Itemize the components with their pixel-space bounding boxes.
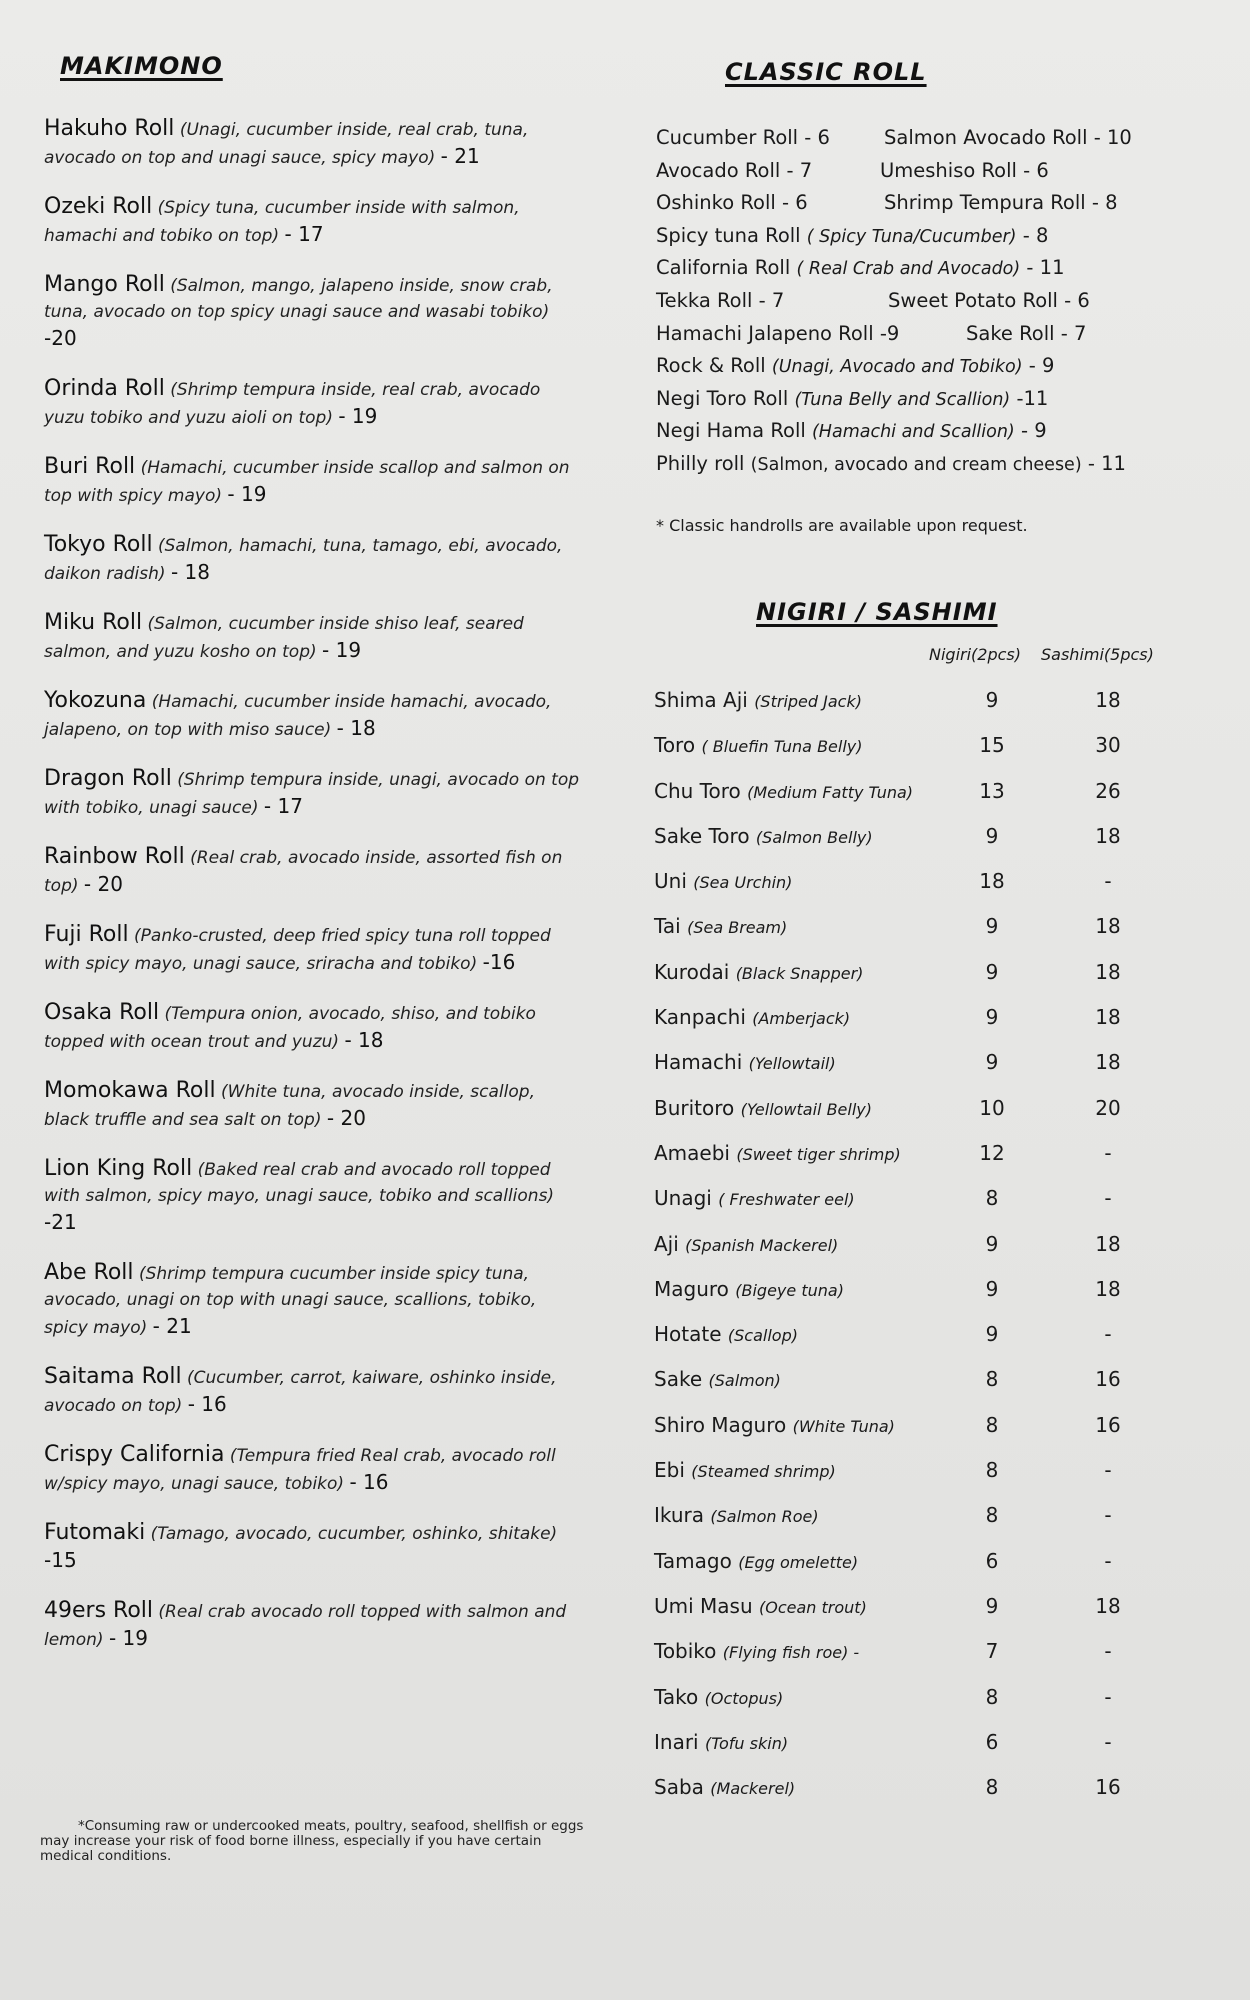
nigiri-row: [654, 869, 1174, 914]
nigiri-row: [654, 1277, 1174, 1322]
makimono-item: [44, 844, 584, 899]
nigiri-row: [654, 824, 1174, 869]
nigiri-row: [654, 1685, 1174, 1730]
classic-roll-row: [656, 256, 1176, 289]
fish-description: (Mackerel): [710, 1779, 796, 1799]
fish-description: (Striped Jack): [754, 692, 862, 711]
classic-roll-price: - 9: [1022, 354, 1055, 378]
roll-description: (Salmon, mango, jalapeno inside, snow crab, tuna, avocado on top spicy unagi sauce and wasabi tobiko): [44, 276, 553, 322]
roll-price: - 18: [170, 560, 210, 584]
fish-name: Buritoro: [654, 1095, 735, 1120]
fish-name: Shima Aji: [654, 688, 748, 712]
classic-roll-description: ( Real Crab and Avocado): [796, 259, 1021, 280]
sashimi-price: -: [1104, 1729, 1112, 1754]
nigiri-row: [654, 1367, 1174, 1412]
roll-description: (Shrimp tempura cucumber inside spicy tuna, avocado, unagi on top with unagi sauce, scallions, tobiko, spicy mayo): [44, 1264, 537, 1338]
roll-name: Fuji Roll: [44, 922, 129, 947]
nigiri-row: [654, 914, 1174, 959]
fish-name: Sake: [654, 1367, 703, 1392]
fish-name: Unagi: [654, 1186, 712, 1211]
nigiri-price: 9: [985, 823, 999, 848]
roll-price: - 16: [349, 1470, 389, 1494]
nigiri-price: 9: [985, 1231, 999, 1256]
sashimi-price: 18: [1095, 959, 1121, 984]
fish-name: Ikura: [654, 1503, 705, 1528]
roll-description: (Hamachi, cucumber inside scallop and salmon on top with spicy mayo): [44, 458, 570, 506]
nigiri-row: [654, 1322, 1174, 1367]
roll-name: Buri Roll: [44, 454, 136, 479]
classic-roll-row: [656, 159, 1176, 192]
classic-roll-description: (Tuna Belly and Scallion): [794, 389, 1011, 410]
roll-name: Dragon Roll: [44, 766, 172, 791]
sashimi-price: 18: [1095, 1050, 1121, 1075]
makimono-item: [44, 1520, 584, 1575]
fish-name: Sake Toro: [654, 823, 750, 848]
nigiri-price: 15: [979, 733, 1005, 758]
makimono-item: [44, 376, 584, 431]
classic-roll-row: [656, 354, 1176, 387]
roll-description: (Unagi, cucumber inside, real crab, tuna, avocado on top and unagi sauce, spicy mayo): [44, 120, 529, 168]
fish-name: Ebi: [654, 1458, 685, 1483]
nigiri-price: 9: [985, 1593, 999, 1618]
roll-description: (Baked real crab and avocado roll topped with salmon, spicy mayo, unagi sauce, tobiko and scallions): [44, 1160, 555, 1206]
nigiri-price: 9: [985, 959, 999, 984]
fish-description: (Sea Urchin): [693, 873, 793, 893]
fish-description: (Yellowtail Belly): [740, 1099, 872, 1119]
fish-description: (White Tuna): [792, 1416, 895, 1436]
nigiri-price: 8: [985, 1684, 999, 1709]
roll-price: - 20: [326, 1106, 366, 1130]
sashimi-price: 18: [1095, 1276, 1121, 1301]
classic-roll-item: Sweet Potato Roll - 6: [888, 288, 1090, 312]
roll-name: Futomaki: [44, 1520, 146, 1545]
classic-handroll-note: * Classic handrolls are available upon request.: [656, 516, 1028, 535]
nigiri-row: [654, 779, 1174, 824]
nigiri-price: 8: [985, 1458, 999, 1483]
roll-name: Abe Roll: [44, 1260, 134, 1285]
fish-description: (Salmon): [708, 1371, 781, 1391]
roll-name: Momokawa Roll: [44, 1078, 216, 1103]
nigiri-price: 9: [985, 1322, 999, 1347]
classic-roll-item: Salmon Avocado Roll - 10: [884, 126, 1132, 149]
classic-roll-item: Shrimp Tempura Roll - 8: [884, 191, 1118, 215]
classic-roll-name: Negi Toro Roll: [656, 386, 789, 410]
makimono-item: [44, 766, 584, 821]
fish-description: (Scallop): [727, 1326, 798, 1346]
roll-description: (Tempura onion, avocado, shiso, and tobiko topped with ocean trout and yuzu): [44, 1004, 536, 1052]
nigiri-column-header: Nigiri(2pcs): [929, 645, 1021, 664]
fish-name: Hotate: [654, 1322, 722, 1347]
roll-price: - 16: [187, 1392, 227, 1416]
roll-description: (Tamago, avocado, cucumber, oshinko, shitake): [150, 1524, 558, 1544]
classic-roll-item: Tekka Roll - 7: [656, 288, 785, 312]
nigiri-sashimi-heading: NIGIRI / SASHIMI: [756, 598, 998, 626]
makimono-item: [44, 610, 584, 665]
roll-name: Tokyo Roll: [44, 532, 153, 557]
classic-roll-description: ( Spicy Tuna/Cucumber): [806, 226, 1017, 247]
classic-roll-row: [656, 126, 1176, 159]
nigiri-price: 8: [985, 1367, 999, 1392]
sashimi-column-header: Sashimi(5pcs): [1041, 645, 1154, 664]
sashimi-price: -: [1104, 1639, 1112, 1664]
classic-roll-item: Oshinko Roll - 6: [656, 191, 808, 215]
roll-price: - 19: [108, 1626, 148, 1650]
roll-description: (Real crab, avocado inside, assorted fish on top): [44, 848, 563, 896]
sashimi-price: 18: [1095, 1231, 1121, 1256]
nigiri-row: [654, 960, 1174, 1005]
fish-name: Tako: [654, 1684, 699, 1709]
fish-name: Maguro: [654, 1276, 729, 1301]
sashimi-price: 18: [1095, 1005, 1121, 1030]
fish-description: (Medium Fatty Tuna): [747, 782, 914, 802]
sashimi-price: 26: [1095, 778, 1121, 803]
nigiri-row: [654, 1050, 1174, 1095]
nigiri-row: [654, 688, 1174, 733]
fish-name: Aji: [654, 1231, 679, 1256]
classic-roll-item: Avocado Roll - 7: [656, 158, 813, 182]
sashimi-price: -: [1104, 1458, 1112, 1483]
fish-description: (Amberjack): [752, 1009, 851, 1029]
nigiri-price: 18: [979, 869, 1005, 894]
nigiri-price: 7: [985, 1639, 999, 1664]
makimono-item: [44, 1260, 584, 1341]
classic-roll-description: (Hamachi and Scallion): [811, 422, 1015, 443]
roll-name: Rainbow Roll: [44, 844, 185, 869]
nigiri-row: [654, 733, 1174, 778]
fish-description: (Egg omelette): [738, 1552, 859, 1572]
sashimi-price: -: [1104, 1140, 1112, 1165]
classic-roll-name: California Roll: [656, 256, 791, 280]
fish-description: (Bigeye tuna): [735, 1280, 844, 1300]
nigiri-price: 9: [985, 1005, 999, 1030]
nigiri-row: [654, 1549, 1174, 1594]
nigiri-price: 9: [985, 914, 999, 939]
sashimi-price: -: [1104, 1548, 1112, 1573]
fish-name: Tamago: [654, 1548, 732, 1573]
roll-name: Orinda Roll: [44, 376, 165, 401]
nigiri-price: 8: [985, 1503, 999, 1528]
makimono-item: [44, 116, 584, 171]
nigiri-price: 8: [985, 1186, 999, 1211]
roll-description: (White tuna, avocado inside, scallop, black truffle and sea salt on top): [44, 1082, 535, 1130]
makimono-item: [44, 1156, 584, 1237]
fish-description: (Salmon Roe): [710, 1507, 819, 1527]
sashimi-price: 16: [1095, 1367, 1121, 1392]
nigiri-row: [654, 1232, 1174, 1277]
makimono-heading: MAKIMONO: [60, 52, 223, 80]
roll-description: (Shrimp tempura inside, unagi, avocado on top with tobiko, unagi sauce): [44, 770, 580, 818]
classic-roll-row: [656, 322, 1176, 355]
classic-roll-item: Hamachi Jalapeno Roll -9: [656, 321, 900, 345]
roll-name: Lion King Roll: [44, 1156, 193, 1181]
fish-description: (Sea Bream): [687, 918, 788, 938]
classic-roll-row: [656, 224, 1176, 257]
classic-roll-name: Negi Hama Roll: [656, 419, 806, 443]
nigiri-price: 9: [985, 688, 999, 712]
fish-description: (Flying fish roe) -: [722, 1643, 860, 1663]
nigiri-row: [654, 1775, 1174, 1820]
makimono-item: [44, 1078, 584, 1133]
fish-description: (Spanish Mackerel): [685, 1235, 839, 1255]
fish-description: (Salmon Belly): [755, 827, 873, 847]
nigiri-row: [654, 1141, 1174, 1186]
classic-roll-description: (Unagi, Avocado and Tobiko): [771, 357, 1023, 378]
fish-name: Toro: [654, 733, 696, 758]
fish-name: Uni: [654, 869, 687, 894]
nigiri-sashimi-list: [654, 688, 1174, 1820]
classic-roll-row: [656, 289, 1176, 322]
nigiri-price: 9: [985, 1276, 999, 1301]
fish-name: Tobiko: [654, 1639, 717, 1664]
roll-price: - 17: [284, 222, 324, 246]
roll-price: - 17: [263, 794, 303, 818]
fish-description: ( Freshwater eel): [718, 1190, 855, 1210]
nigiri-row: [654, 1458, 1174, 1503]
classic-roll-price: - 8: [1016, 223, 1049, 247]
fish-name: Hamachi: [654, 1050, 743, 1075]
classic-roll-price: - 11: [1020, 256, 1065, 280]
nigiri-price: 9: [985, 1050, 999, 1075]
roll-price: -15: [44, 1548, 77, 1572]
makimono-list: [44, 116, 584, 1676]
fish-description: (Steamed shrimp): [691, 1462, 836, 1482]
sashimi-price: -: [1104, 1684, 1112, 1709]
fish-name: Inari: [654, 1729, 699, 1754]
makimono-item: [44, 194, 584, 249]
classic-roll-price: - 9: [1014, 419, 1047, 443]
fish-name: Tai: [654, 914, 681, 939]
sashimi-price: 16: [1095, 1412, 1121, 1437]
fish-name: Amaebi: [654, 1140, 730, 1165]
roll-name: Osaka Roll: [44, 1000, 160, 1025]
roll-price: - 21: [440, 144, 480, 168]
classic-roll-item: Umeshiso Roll - 6: [880, 158, 1049, 182]
classic-roll-row: [656, 452, 1176, 485]
classic-roll-item: Cucumber Roll - 6: [656, 126, 830, 149]
fish-description: (Yellowtail): [748, 1054, 836, 1074]
fish-description: (Octopus): [704, 1688, 784, 1708]
fish-description: (Ocean trout): [759, 1597, 867, 1617]
roll-name: Yokozuna: [44, 688, 147, 713]
classic-roll-row: [656, 387, 1176, 420]
nigiri-row: [654, 1186, 1174, 1231]
roll-price: -20: [44, 326, 77, 350]
fish-name: Kanpachi: [654, 1005, 746, 1030]
roll-description: (Salmon, cucumber inside shiso leaf, seared salmon, and yuzu kosho on top): [44, 614, 524, 662]
classic-roll-name: Philly roll: [656, 451, 745, 475]
roll-price: - 21: [152, 1314, 192, 1338]
roll-price: - 19: [338, 404, 378, 428]
roll-description: (Shrimp tempura inside, real crab, avocado yuzu tobiko and yuzu aioli on top): [44, 380, 541, 428]
nigiri-price: 13: [979, 778, 1005, 803]
fish-description: ( Bluefin Tuna Belly): [701, 737, 863, 757]
nigiri-row: [654, 1730, 1174, 1775]
sashimi-price: -: [1104, 1322, 1112, 1347]
sashimi-price: 20: [1095, 1095, 1121, 1120]
makimono-item: [44, 1442, 584, 1497]
fish-name: Saba: [654, 1775, 704, 1800]
fish-name: Shiro Maguro: [654, 1412, 787, 1437]
makimono-item: [44, 1598, 584, 1653]
roll-name: Saitama Roll: [44, 1364, 182, 1389]
makimono-item: [44, 454, 584, 509]
roll-price: - 18: [336, 716, 376, 740]
nigiri-price: 8: [985, 1412, 999, 1437]
sashimi-price: 16: [1095, 1775, 1121, 1800]
makimono-item: [44, 532, 584, 587]
nigiri-row: [654, 1096, 1174, 1141]
makimono-item: [44, 922, 584, 977]
food-safety-disclaimer: *Consuming raw or undercooked meats, poultry, seafood, shellfish or eggs may increase your risk of food borne illness, especially if you have certain medical conditions.: [40, 1818, 584, 1864]
sashimi-price: 30: [1095, 733, 1121, 758]
roll-price: - 19: [227, 482, 267, 506]
roll-name: Miku Roll: [44, 610, 143, 635]
roll-price: - 19: [322, 638, 362, 662]
roll-price: -21: [44, 1210, 77, 1234]
roll-description: (Hamachi, cucumber inside hamachi, avocado, jalapeno, on top with miso sauce): [44, 692, 552, 740]
makimono-item: [44, 272, 584, 353]
roll-description: (Panko-crusted, deep fried spicy tuna roll topped with spicy mayo, unagi sauce, sriracha and tobiko): [44, 926, 551, 974]
roll-description: (Tempura fried Real crab, avocado roll w/spicy mayo, unagi sauce, tobiko): [44, 1446, 556, 1494]
fish-name: Chu Toro: [654, 778, 741, 803]
nigiri-row: [654, 1413, 1174, 1458]
sashimi-price: 18: [1095, 823, 1121, 848]
roll-price: -16: [482, 950, 516, 974]
fish-name: Kurodai: [654, 959, 730, 984]
roll-description: (Real crab avocado roll topped with salmon and lemon): [44, 1602, 567, 1650]
fish-description: (Black Snapper): [735, 963, 864, 983]
classic-roll-name: Spicy tuna Roll: [656, 223, 801, 247]
makimono-item: [44, 1364, 584, 1419]
fish-description: (Sweet tiger shrimp): [736, 1144, 901, 1164]
roll-description: (Spicy tuna, cucumber inside with salmon, hamachi and tobiko on top): [44, 198, 520, 246]
sashimi-price: -: [1104, 869, 1112, 894]
nigiri-row: [654, 1594, 1174, 1639]
classic-roll-item: Sake Roll - 7: [966, 321, 1087, 345]
classic-roll-description: (Salmon, avocado and cream cheese): [750, 454, 1082, 475]
classic-roll-row: [656, 191, 1176, 224]
nigiri-row: [654, 1639, 1174, 1684]
classic-roll-heading: CLASSIC ROLL: [725, 58, 927, 86]
sashimi-price: -: [1104, 1186, 1112, 1211]
classic-roll-name: Rock & Roll: [656, 354, 766, 378]
nigiri-row: [654, 1005, 1174, 1050]
makimono-item: [44, 688, 584, 743]
classic-roll-row: [656, 419, 1176, 452]
sashimi-price: -: [1104, 1503, 1112, 1528]
roll-name: Hakuho Roll: [44, 116, 175, 141]
roll-description: (Salmon, hamachi, tuna, tamago, ebi, avocado, daikon radish): [44, 536, 563, 584]
classic-roll-price: - 11: [1081, 451, 1126, 475]
nigiri-price: 8: [985, 1775, 999, 1800]
roll-name: Mango Roll: [44, 272, 165, 297]
roll-name: 49ers Roll: [44, 1598, 154, 1623]
roll-name: Crispy California: [44, 1442, 225, 1467]
classic-roll-price: -11: [1010, 386, 1049, 410]
sashimi-price: 18: [1095, 688, 1121, 712]
sashimi-price: 18: [1095, 914, 1121, 939]
roll-price: - 18: [344, 1028, 384, 1052]
roll-description: (Cucumber, carrot, kaiware, oshinko inside, avocado on top): [44, 1368, 557, 1416]
sashimi-price: 18: [1095, 1593, 1121, 1618]
nigiri-price: 10: [979, 1095, 1005, 1120]
roll-price: - 20: [83, 872, 123, 896]
nigiri-price: 12: [979, 1140, 1005, 1165]
roll-name: Ozeki Roll: [44, 194, 153, 219]
fish-description: (Tofu skin): [704, 1733, 789, 1753]
fish-name: Umi Masu: [654, 1593, 753, 1618]
nigiri-price: 6: [985, 1729, 999, 1754]
makimono-item: [44, 1000, 584, 1055]
nigiri-price: 6: [985, 1548, 999, 1573]
classic-roll-list: [656, 126, 1176, 485]
nigiri-row: [654, 1503, 1174, 1548]
